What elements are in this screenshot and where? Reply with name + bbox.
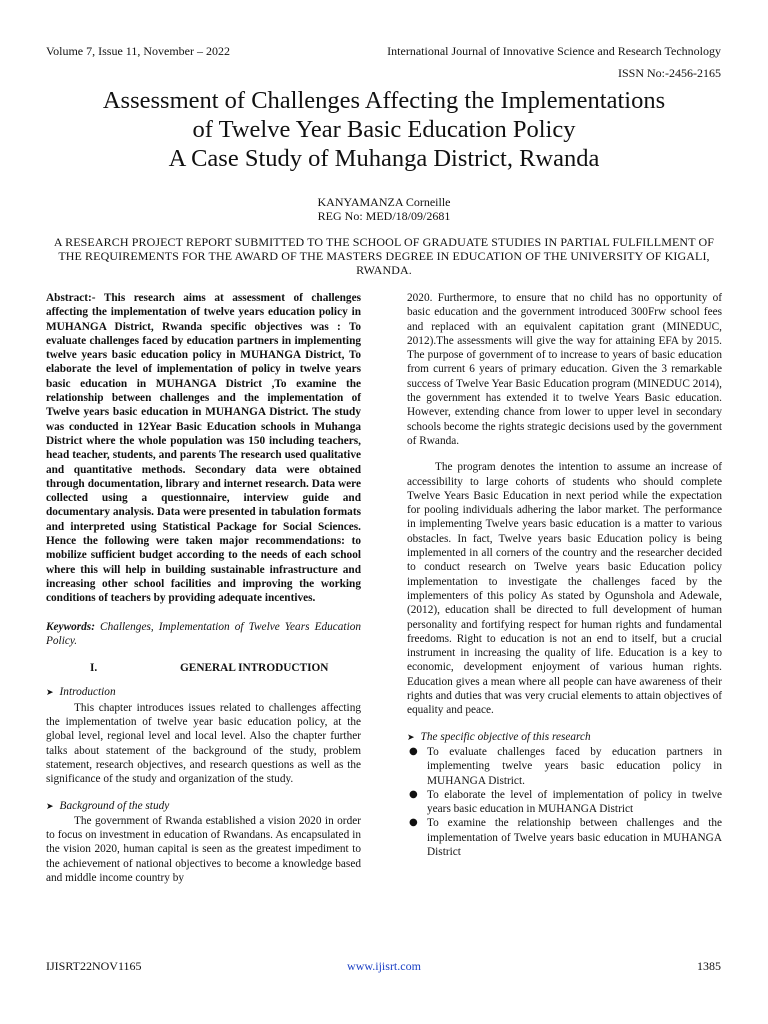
header-journal: International Journal of Innovative Science and Research Technology <box>387 44 721 58</box>
right-paragraph-1: 2020. Furthermore, to ensure that no child has no opportunity of basic education and the government introduced 300Frw school fees and replaced with an equivalent capitation grant (MINEDUC, 2012).The assessments will give the way for attaining EFA by 2015. The purpose of government of to increase to years of basic education from current 6 years of primary education. Given the 3 remarkable success of Twelve Year Basic Education program (MINEDUC 2014), the government has extended it to twelve Years Basic education. However, extending chance from lower to upper level in secondary schools become the rights strategic decisions used by the government of Rwanda. <box>407 292 722 447</box>
footer-code: IJISRT22NOV1165 <box>46 959 142 973</box>
title-line-3: A Case Study of Muhanga District, Rwanda <box>168 145 600 172</box>
paper-title <box>30 86 738 173</box>
arrow-bullet-icon: ➤ <box>46 688 54 699</box>
objective-item <box>407 816 722 859</box>
header-volume: Volume 7, Issue 11, November – 2022 <box>46 44 230 58</box>
background-text: The government of Rwanda established a vision 2020 in order to focus on investment in education of Rwandans. As encapsulated in the vision 2020, human capital is seen as the greatest impediment to the achievement of national objectives to become a knowledge based and middle income country by <box>46 814 361 884</box>
introduction-heading-text: Introduction <box>59 686 116 699</box>
title-line-2: of Twelve Year Basic Education Policy <box>192 116 576 143</box>
background-heading-text: Background of the study <box>59 799 170 812</box>
objective-text: To examine the relationship between challenges and the implementation of Twelve years basic education in MUHANGA District <box>427 817 722 858</box>
objectives-list <box>407 745 722 859</box>
section-heading <box>46 661 361 675</box>
objective-item <box>407 745 722 788</box>
bullet-dot-icon: ● <box>409 817 418 829</box>
objective-text: To evaluate challenges faced by education partners in implementing twelve years basic education policy in MUHANGA District. <box>427 745 722 787</box>
author-reg: REG No: MED/18/09/2681 <box>317 209 451 223</box>
submission-statement: A RESEARCH PROJECT REPORT SUBMITTED TO THE SCHOOL OF GRADUATE STUDIES IN PARTIAL FULFILLMENT OF THE REQUIREMENTS FOR THE AWARD OF THE MASTERS DEGREE IN EDUCATION OF THE UNIVERSITY OF KIGALI, RWANDA. <box>53 235 715 277</box>
introduction-text: This chapter introduces issues related to challenges affecting the implementation of twelve year basic education policy, at the global level, regional level and local level. Also the chapter further talks about statement of the background of the study, problem statement, research objectives, and research questions as well as the significance of the study and organization of the study. <box>46 701 361 786</box>
keywords-text: Challenges, Implementation of Twelve Years Education Policy. <box>46 620 362 647</box>
footer-page-number: 1385 <box>697 959 721 973</box>
keywords-label: Keywords: <box>46 620 95 633</box>
introduction-heading <box>46 685 361 700</box>
right-paragraph-2: The program denotes the intention to assume an increase of accessibility to large cohorts of students who should complete Twelve Years Basic Education in next period while the expectation for pooling individuals adhering the labor market. The performance in implementing Twelve years basic education is a matter to various obstacles. In fact, Twelve years basic Education policy is being implemented in all corners of the country and the researcher decided to conduct research on Twelve years basic Education policy implementation to investigate the challenges faced by the implementers of this policy As stated by Ogunshola and Adewale, (2012), education shall be directed to full development of human personality and fortifying respect for human rights and fundamental freedoms. Right to education is not an end to itself, but a crucial instrument in increasing the quality of life. Education is a key to economic, development enjoyment of various human rights. Education gives a mean where all people can have awareness of their rights and duties that was very crucial elements to attain objectives of equality and peace. <box>407 461 722 717</box>
section-number: I. <box>90 662 98 675</box>
title-line-1: Assessment of Challenges Affecting the Implementations <box>102 87 666 114</box>
author-block <box>0 195 768 223</box>
background-heading <box>46 799 361 814</box>
author-name: KANYAMANZA Corneille <box>317 195 451 209</box>
bullet-dot-icon: ● <box>409 788 418 800</box>
objectives-heading-text: The specific objective of this research <box>420 730 591 743</box>
objectives-heading <box>407 730 722 745</box>
objective-item <box>407 788 722 817</box>
right-column <box>407 291 722 859</box>
section-title: GENERAL INTRODUCTION <box>180 662 329 675</box>
arrow-bullet-icon: ➤ <box>407 732 415 743</box>
objective-text: To elaborate the level of implementation of policy in twelve years basic education in MUHANGA District <box>427 788 722 816</box>
keywords <box>46 620 361 649</box>
bullet-dot-icon: ● <box>409 745 418 757</box>
arrow-bullet-icon: ➤ <box>46 801 54 812</box>
header-issn: ISSN No:-2456-2165 <box>617 66 721 80</box>
abstract: Abstract:- This research aims at assessment of challenges affecting the implementation of twelve years education policy in MUHANGA District, Rwanda specific objectives was : To evaluate challenges faced by education partners in implementing twelve years basic education policy in MUHANGA District, To elaborate the level of implementation of policy in twelve years basic education in MUHANGA District ,To examine the relationship between challenges and the implementation of Twelve years basic education in MUHANGA District. The study was conducted in 12Year Basic Education schools in Muhanga District where the whole population was 150 including teachers, head teacher, students, and parents The research used qualitative and quantitative methods. Secondary data were obtained through documentation, library and internet research. Data were collected using a questionnaire, interview guide and documentary analysis. Data were presented in tabulation formats and interpreted using Statistical Package for Social Sciences. Hence the following were taken major recommendations: to mobilize sufficient budget according to the needs of each school where this will help in building sustainable infrastructure and increasing other school facilities and improving the working conditions of teachers by providing adequate incentives. <box>46 292 361 605</box>
left-column <box>46 291 361 885</box>
footer-url-link[interactable]: www.ijisrt.com <box>347 959 421 973</box>
